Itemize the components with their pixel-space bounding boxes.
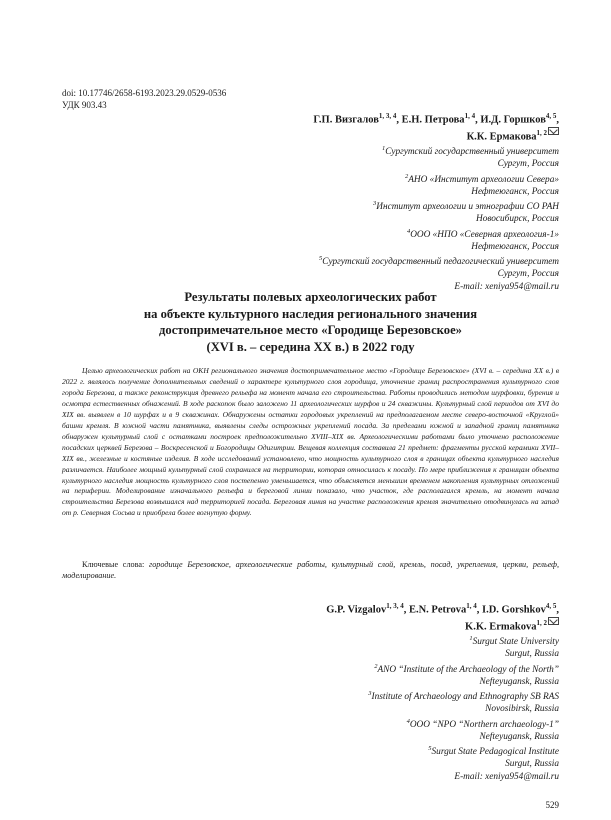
affiliation-sup: 3 [368, 690, 372, 697]
doi: doi: 10.17746/2658-6193.2023.29.0529-0536 [62, 88, 227, 98]
authors-ru: Г.П. Визгалов$^{1, 3, 4}$, Е.Н. Петрова$^{1, 4}$, И.Д. Горшков$^{4, 5}$, К.К. Ермакова$^{1, 2}$ [313, 112, 559, 142]
affiliation-sup: 2 [404, 172, 409, 180]
affiliations-en [326, 633, 559, 771]
title-line: на объекте культурного наследия регионального значения [143, 306, 478, 321]
author-name: , И.Д. Горшков [475, 114, 546, 126]
keywords-label: Ключевые слова: [82, 560, 145, 569]
author-sup: 4, 5 [545, 602, 557, 610]
author-name: G.P. Vizgalov [326, 604, 387, 616]
abstract: Целью археологических работ на ОКН регионального значения достопримечательное место «Городище Березовское» (XVI в. – середина XX в.) в 2022 г. являлось получение дополнительных сведений о характере культурного слоя городища, уточнение границ распространения культурного слоя города Березова, а также реконструкция древнего рельефа на момент начала его строительства. Работы проводились методом шурфовки, бурения и осмотра естественных обнажений. В ходе раскопок было заложено 11 археологических шурфов и 24 скважины. Культурный слой периодов от XVI до XIX вв. выявлен в 10 шурфах и в 9 скважинах. Обнаружены остатки городовых укреплений на предполагаемом месте северо-восточной «Круглой» башни кремля. В южной части памятника, выявлены следы острожных укреплений посада. За пределами южной и западной границ памятника обнаружен культурный слой с остатками построек предположительно XVIII–XIX вв. Археологическими работами было уточнено расположение посадских церквей Березова – Воскресенской и Богородицы Одигитрии. Вещевая коллекция составила 21 предмет: фрагменты русской керамики XVII–XIX вв., железные и костяные изделия. В ходе исследований установлено, что мощность культурного слоя в границах объекта культурного наследия различается. Наиболее мощный культурный слой сохранился на территории, которая относилась к посаду. По мере приближения к границам объекта культурного наследия мощность культурного слоя постепенно уменьшается, что объясняется меньшим временем накопления культурных отложений на периферии. Моделирование изначального рельефа и береговой линии показало, что участок, где располагался кремль, на момент начала строительства Березова возвышался над территорией посада. Береговая линия на участке расположения кремля значительно отодвинулась на запад от р. Северная Сосьва и приобрела более вогнутую форму. [62, 366, 559, 518]
affiliation-city: Нефтеюганск, Россия [471, 186, 559, 197]
affiliation-sup: 3 [373, 200, 377, 207]
author-name: K.K. Ermakova [465, 621, 537, 632]
affiliation-name [313, 171, 559, 186]
title-line: (XVI в. – середина XX в.) в 2022 году [206, 339, 415, 354]
authors-block-en [326, 600, 559, 783]
affiliation-city: Нефтеюганск, Россия [471, 241, 559, 252]
affiliation-city: Surgut, Russia [505, 649, 559, 660]
keywords [62, 559, 559, 581]
author-sup: 4, 5 [545, 112, 557, 120]
author-sup: 1, 3, 4 [386, 602, 404, 610]
affiliation-name [326, 743, 559, 758]
author-sup: 1, 3, 4 [378, 112, 397, 120]
author-name: , Е.Н. Петрова [396, 114, 465, 126]
author-name: , I.D. Gorshkov [476, 604, 546, 616]
affiliation-text: OOO “NPO “Northern archaeology-1” [409, 719, 559, 730]
title-line: достопримечательное место «Городище Березовское» [159, 323, 462, 338]
email-en[interactable]: E-mail: xeniya954@mail.ru [454, 771, 559, 782]
author-name: К.К. Ермакова [466, 131, 537, 142]
author-sup: 1, 2 [536, 128, 547, 137]
author-name: Г.П. Визгалов [313, 114, 379, 126]
udk: УДК 903.43 [62, 100, 107, 110]
title-line: Результаты полевых археологических работ [184, 290, 437, 304]
affiliation-name [313, 253, 559, 268]
affiliation-text: Surgut State Pedagogical Institute [431, 747, 559, 758]
envelope-icon[interactable] [548, 617, 559, 625]
affiliation-city: Nefteyugansk, Russia [479, 676, 559, 687]
affiliation-city: Nefteyugansk, Russia [479, 731, 559, 742]
affiliation-city: Novosibirsk, Russia [485, 704, 559, 715]
affiliation-text: Институт археологии и этнографии СО РАН [376, 202, 559, 213]
author-sup: 1, 4 [464, 112, 476, 120]
keywords-text: городище Березовское, археологические работы, культурный слой, кремль, посад, укрепления, церкви, рельеф, моделирование. [62, 560, 559, 581]
affiliation-name [326, 661, 559, 676]
affiliation-sup: 4 [406, 717, 410, 725]
affiliation-text: Institute of Archaeology and Ethnography SB RAS [371, 692, 559, 703]
affiliation-text: Сургутский государственный педагогический университет [322, 257, 559, 268]
affiliation-city: Сургут, Россия [497, 159, 559, 170]
affiliation-text: АНО «Институт археологии Севера» [408, 174, 559, 185]
affiliation-name [326, 688, 559, 703]
envelope-icon[interactable] [548, 127, 559, 135]
authors-en: G.P. Vizgalov$^{1, 3, 4}$, E.N. Petrova$^{1, 4}$, I.D. Gorshkov$^{4, 5}$, K.K. Ermakova$^{1, 2}$ [326, 602, 559, 632]
email-ru[interactable]: E-mail: xeniya954@mail.ru [454, 281, 559, 292]
affiliation-name [313, 226, 559, 241]
affiliation-sup: 4 [406, 227, 411, 235]
author-sup: 1, 2 [536, 618, 547, 627]
affiliation-name [326, 716, 559, 731]
affiliation-text: ООО «НПО «Северная археология-1» [410, 229, 559, 240]
authors-block-ru [313, 110, 559, 293]
article-title [62, 289, 559, 355]
affiliation-sup: 1 [469, 635, 473, 642]
author-sup: 1, 4 [466, 602, 477, 610]
page-number: 529 [545, 800, 559, 810]
affiliation-city: Новосибирск, Россия [475, 214, 559, 225]
affiliation-text: ANO “Institute of the Archaeology of the North” [377, 664, 559, 675]
affiliation-sup: 2 [374, 662, 378, 670]
affiliation-text: Surgut State University [472, 637, 559, 648]
author-name: , E.N. Petrova [403, 604, 467, 616]
affiliation-sup: 1 [381, 145, 386, 152]
affiliation-city: Surgut, Russia [505, 759, 559, 770]
affiliations-ru [313, 143, 559, 281]
affiliation-sup: 5 [319, 255, 323, 262]
affiliation-text: Сургутский государственный университет [385, 147, 559, 158]
affiliation-name [313, 198, 559, 213]
affiliation-city: Сургут, Россия [497, 269, 559, 280]
affiliation-sup: 5 [428, 745, 432, 752]
affiliation-name [326, 633, 559, 648]
affiliation-name [313, 143, 559, 158]
